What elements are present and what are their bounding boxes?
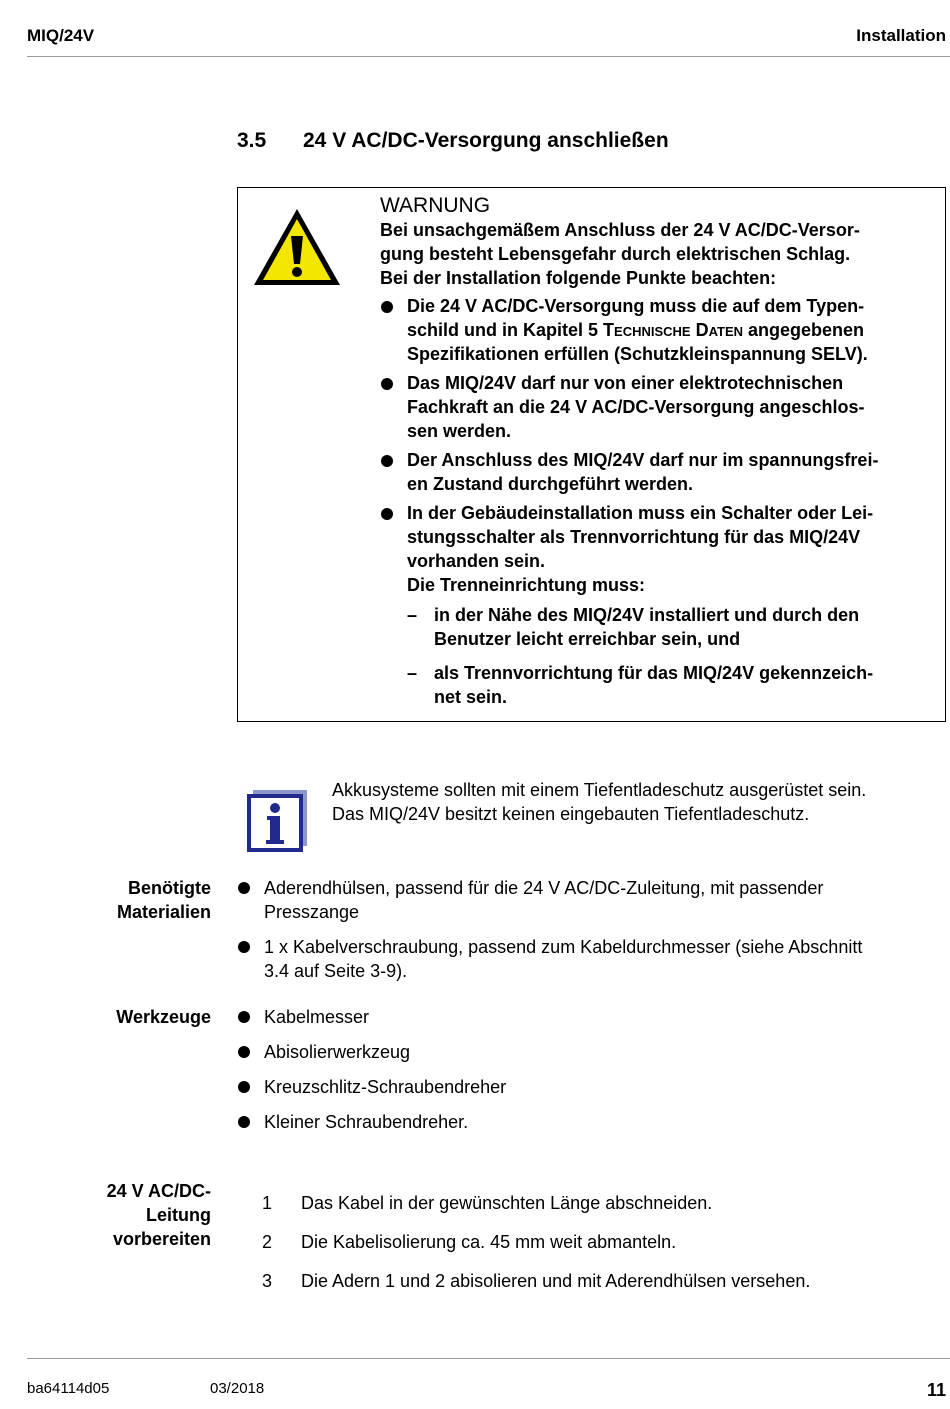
info-line: Akkusysteme sollten mit einem Tiefentladeschutz ausgerüstet sein. [332, 780, 867, 800]
warning-content [380, 194, 935, 719]
tools-list [237, 1005, 947, 1145]
bullet-line: Spezifikationen erfüllen (Schutzkleinspannung SELV). [407, 344, 868, 364]
bullet-line: Fachkraft an die 24 V AC/DC-Versorgung angeschlos- [407, 397, 865, 417]
list-item-text: Abisolierwerkzeug [264, 1042, 411, 1062]
warning-title: WARNUNG [380, 194, 491, 217]
step-item [262, 1191, 950, 1230]
list-item [237, 1040, 947, 1075]
list-item [237, 1075, 947, 1110]
materials-list [237, 876, 947, 983]
list-item-line: 3.4 auf Seite 3-9). [264, 961, 408, 981]
header-chapter: Installation [856, 26, 946, 45]
warning-sub-item [407, 603, 935, 651]
header-product: MIQ/24V [27, 26, 95, 45]
bullet-line: stungsschalter als Trennvorrichtung für das MIQ/24V [407, 527, 861, 547]
sub-item-line: als Trennvorrichtung für das MIQ/24V gekennzeich- [434, 663, 874, 683]
bullet-dot-icon [238, 1081, 250, 1093]
warning-bullet [380, 371, 935, 443]
warning-intro-line: Bei unsachgemäßem Anschluss der 24 V AC/DC-Versor- [380, 220, 860, 240]
footer-doc-id: ba64114d05 [27, 1380, 110, 1397]
step-text: Die Adern 1 und 2 abisolieren und mit Aderendhülsen versehen. [301, 1271, 811, 1291]
list-item-line: Presszange [264, 902, 360, 922]
bullet-dot-icon [381, 301, 393, 313]
label-line: Benötigte [128, 878, 211, 898]
warning-intro-line: gung besteht Lebensgefahr durch elektrischen Schlag. [380, 244, 851, 264]
bullet-line: In der Gebäudeinstallation muss ein Schalter oder Lei- [407, 503, 874, 523]
bullet-line: vorhanden sein. [407, 551, 546, 571]
warning-intro [380, 218, 935, 290]
list-item [237, 876, 947, 924]
step-number: 3 [262, 1271, 273, 1291]
list-item-line: Aderendhülsen, passend für die 24 V AC/DC-Zuleitung, mit passender [264, 878, 824, 898]
sub-item-line: Benutzer leicht erreichbar sein, und [434, 629, 741, 649]
list-item-text: Kabelmesser [264, 1007, 370, 1027]
step-text: Das Kabel in der gewünschten Länge abschneiden. [301, 1193, 713, 1213]
dash-marker: – [407, 663, 418, 683]
footer-date: 03/2018 [210, 1380, 265, 1397]
materials-label [117, 876, 211, 924]
label-line: vorbereiten [112, 1229, 211, 1249]
step-item [262, 1230, 950, 1269]
section-number: 3.5 [237, 129, 267, 152]
info-note [332, 778, 947, 826]
warning-triangle-icon [251, 206, 343, 288]
bullet-line: en Zustand durchgeführt werden. [407, 474, 694, 494]
bullet-dot-icon [381, 455, 393, 467]
bullet-dot-icon [381, 508, 393, 520]
bullet-line: Die Trenneinrichtung muss: [407, 575, 646, 595]
info-line: Das MIQ/24V besitzt keinen eingebauten Tiefentladeschutz. [332, 804, 810, 824]
info-icon [247, 790, 309, 852]
bullet-dot-icon [238, 882, 250, 894]
list-item [237, 935, 947, 983]
dash-marker: – [407, 605, 418, 625]
footer-rule [27, 1358, 950, 1359]
step-number: 1 [262, 1193, 273, 1213]
label-line: Leitung [146, 1205, 211, 1225]
warning-sub-item [407, 661, 935, 709]
bullet-line: Die 24 V AC/DC-Versorgung muss die auf dem Typen- [407, 296, 865, 316]
bullet-dot-icon [238, 1116, 250, 1128]
bullet-text: angegebenen [743, 320, 865, 340]
bullet-line [407, 318, 935, 342]
warning-intro-line: Bei der Installation folgende Punkte beachten: [380, 268, 777, 288]
list-item [237, 1110, 947, 1145]
header-rule [27, 56, 950, 57]
warning-box [237, 187, 946, 722]
prep-steps [262, 1191, 950, 1308]
bullet-line: Das MIQ/24V darf nur von einer elektrotechnischen [407, 373, 844, 393]
warning-bullet [380, 448, 935, 496]
page-number: 11 [926, 1380, 946, 1400]
bullet-text: schild und in Kapitel 5 [407, 320, 604, 340]
list-item [237, 1005, 947, 1040]
warning-sub-list [407, 603, 935, 709]
section-heading [237, 129, 669, 153]
list-item-text: Kleiner Schraubendreher. [264, 1112, 469, 1132]
bullet-dot-icon [238, 1011, 250, 1023]
bullet-dot-icon [381, 378, 393, 390]
bullet-dot-icon [238, 941, 250, 953]
tools-label: Werkzeuge [116, 1007, 211, 1027]
sub-item-line: in der Nähe des MIQ/24V installiert und durch den [434, 605, 860, 625]
bullet-line: sen werden. [407, 421, 512, 441]
warning-bullet [380, 501, 935, 709]
label-line: 24 V AC/DC- [106, 1181, 211, 1201]
step-item [262, 1269, 950, 1308]
section-title: 24 V AC/DC-Versorgung anschließen [303, 129, 669, 152]
list-item-line: 1 x Kabelverschraubung, passend zum Kabeldurchmesser (siehe Abschnitt [264, 937, 863, 957]
step-number: 2 [262, 1232, 273, 1252]
bullet-line: Der Anschluss des MIQ/24V darf nur im spannungsfrei- [407, 450, 879, 470]
warning-bullet-list [380, 294, 935, 709]
list-item-text: Kreuzschlitz-Schraubendreher [264, 1077, 507, 1097]
chapter-reference: Technische Daten [603, 320, 744, 340]
prep-label [107, 1179, 211, 1251]
label-line: Materialien [116, 902, 211, 922]
sub-item-line: net sein. [434, 687, 508, 707]
warning-bullet [380, 294, 935, 366]
step-text: Die Kabelisolierung ca. 45 mm weit abmanteln. [301, 1232, 677, 1252]
bullet-dot-icon [238, 1046, 250, 1058]
